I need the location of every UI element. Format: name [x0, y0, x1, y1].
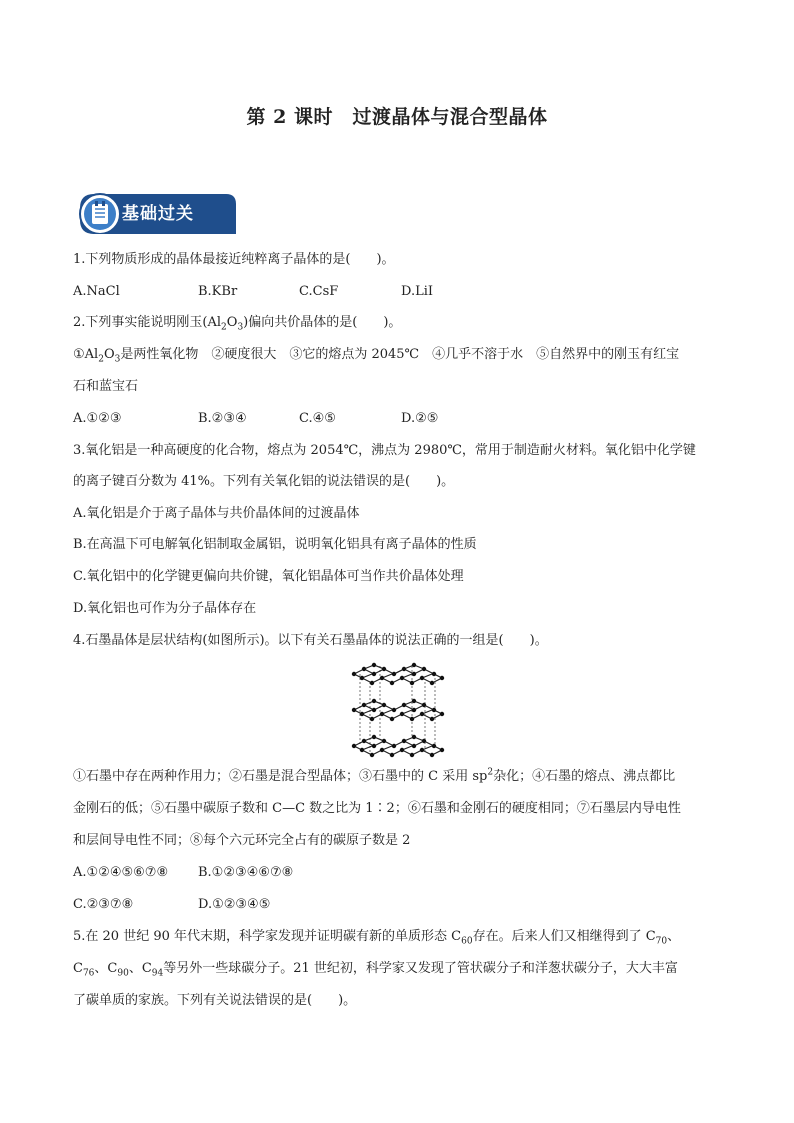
q2-option-d: D.②⑤ — [401, 411, 439, 426]
question-2-statements-cont: 石和蓝宝石 — [73, 379, 139, 394]
question-2-statements: $①Al_2O_3$是两性氧化物 ②硬度很大 ③它的熔点为 2045℃ ④几乎不溶于水 ⑤自然界中的刚玉有红宝 — [73, 347, 680, 365]
q4-option-c: C.②③⑦⑧ — [73, 897, 134, 912]
q3-option-a: A.氧化铝是介于离子晶体与共价晶体间的过渡晶体 — [73, 506, 360, 521]
question-4-stem: 4.石墨晶体是层状结构(如图所示)。以下有关石墨晶体的说法正确的一组是( )。 — [73, 633, 548, 648]
q1-option-d: D.LiI — [401, 284, 434, 299]
question-3-stem: 3.氧化铝是一种高硬度的化合物，熔点为 2054℃，沸点为 2980℃，常用于制造耐火材料。氧化铝中化学键 — [73, 443, 696, 458]
q2-option-c: C.④⑤ — [299, 411, 336, 426]
q4-option-d: D.①②③④⑤ — [198, 897, 271, 912]
q3-option-c: C.氧化铝中的化学键更偏向共价键，氧化铝晶体可当作共价晶体处理 — [73, 569, 464, 584]
question-4-statements: ①石墨中存在两种作用力；②石墨是混合型晶体；③石墨中的 C 采用 $sp^2$杂化；④石墨的熔点、沸点都比 — [73, 767, 676, 784]
q4-option-a: A.①②④⑤⑥⑦⑧ — [73, 865, 169, 880]
q2-option-b: B.②③④ — [198, 411, 247, 426]
q4-option-b: B.①②③④⑥⑦⑧ — [198, 865, 294, 880]
notebook-icon — [92, 201, 108, 224]
graphite-structure-figure — [350, 660, 445, 758]
q3-option-d: D.氧化铝也可作为分子晶体存在 — [73, 601, 257, 616]
q2-option-a: A.①②③ — [73, 411, 122, 426]
question-4-statements-end: 和层间导电性不同；⑧每个六元环完全占有的碳原子数是 2 — [73, 833, 411, 848]
question-5-stem-end: 了碳单质的家族。下列有关说法错误的是( )。 — [73, 993, 357, 1008]
page-title: 第 2 课时 过渡晶体与混合型晶体 — [246, 106, 548, 128]
question-3-stem-cont: 的离子键百分数为 41%。下列有关氧化铝的说法错误的是( )。 — [73, 474, 455, 489]
question-5-stem-cont: $C_{76}$、$C_{90}$、$C_{94}$等另外一些球碳分子。21 世纪初，科学家又发现了管状碳分子和洋葱状碳分子，大大丰富 — [73, 961, 678, 979]
section-badge-label: 基础过关 — [122, 204, 194, 224]
question-4-statements-cont: 金刚石的低；⑤石墨中碳原子数和 C—C 数之比为 1∶2；⑥石墨和金刚石的硬度相同；⑦石墨层内导电性 — [73, 801, 681, 816]
question-5-stem: 5.在 20 世纪 90 年代末期，科学家发现并证明碳有新的单质形态 $C_{60}$存在。后来人们又相继得到了 $C_{70}$、 — [73, 929, 681, 947]
q1-option-a: A.NaCl — [73, 284, 120, 299]
question-1-stem: 1.下列物质形成的晶体最接近纯粹离子晶体的是( )。 — [73, 252, 395, 267]
q3-option-b: B.在高温下可电解氧化铝制取金属铝，说明氧化铝具有离子晶体的性质 — [73, 537, 477, 552]
q1-option-c: C.CsF — [299, 284, 339, 299]
q1-option-b: B.KBr — [198, 284, 238, 299]
question-2-stem: 2.下列事实能说明刚玉$(Al_2O_3)$偏向共价晶体的是( )。 — [73, 315, 402, 333]
